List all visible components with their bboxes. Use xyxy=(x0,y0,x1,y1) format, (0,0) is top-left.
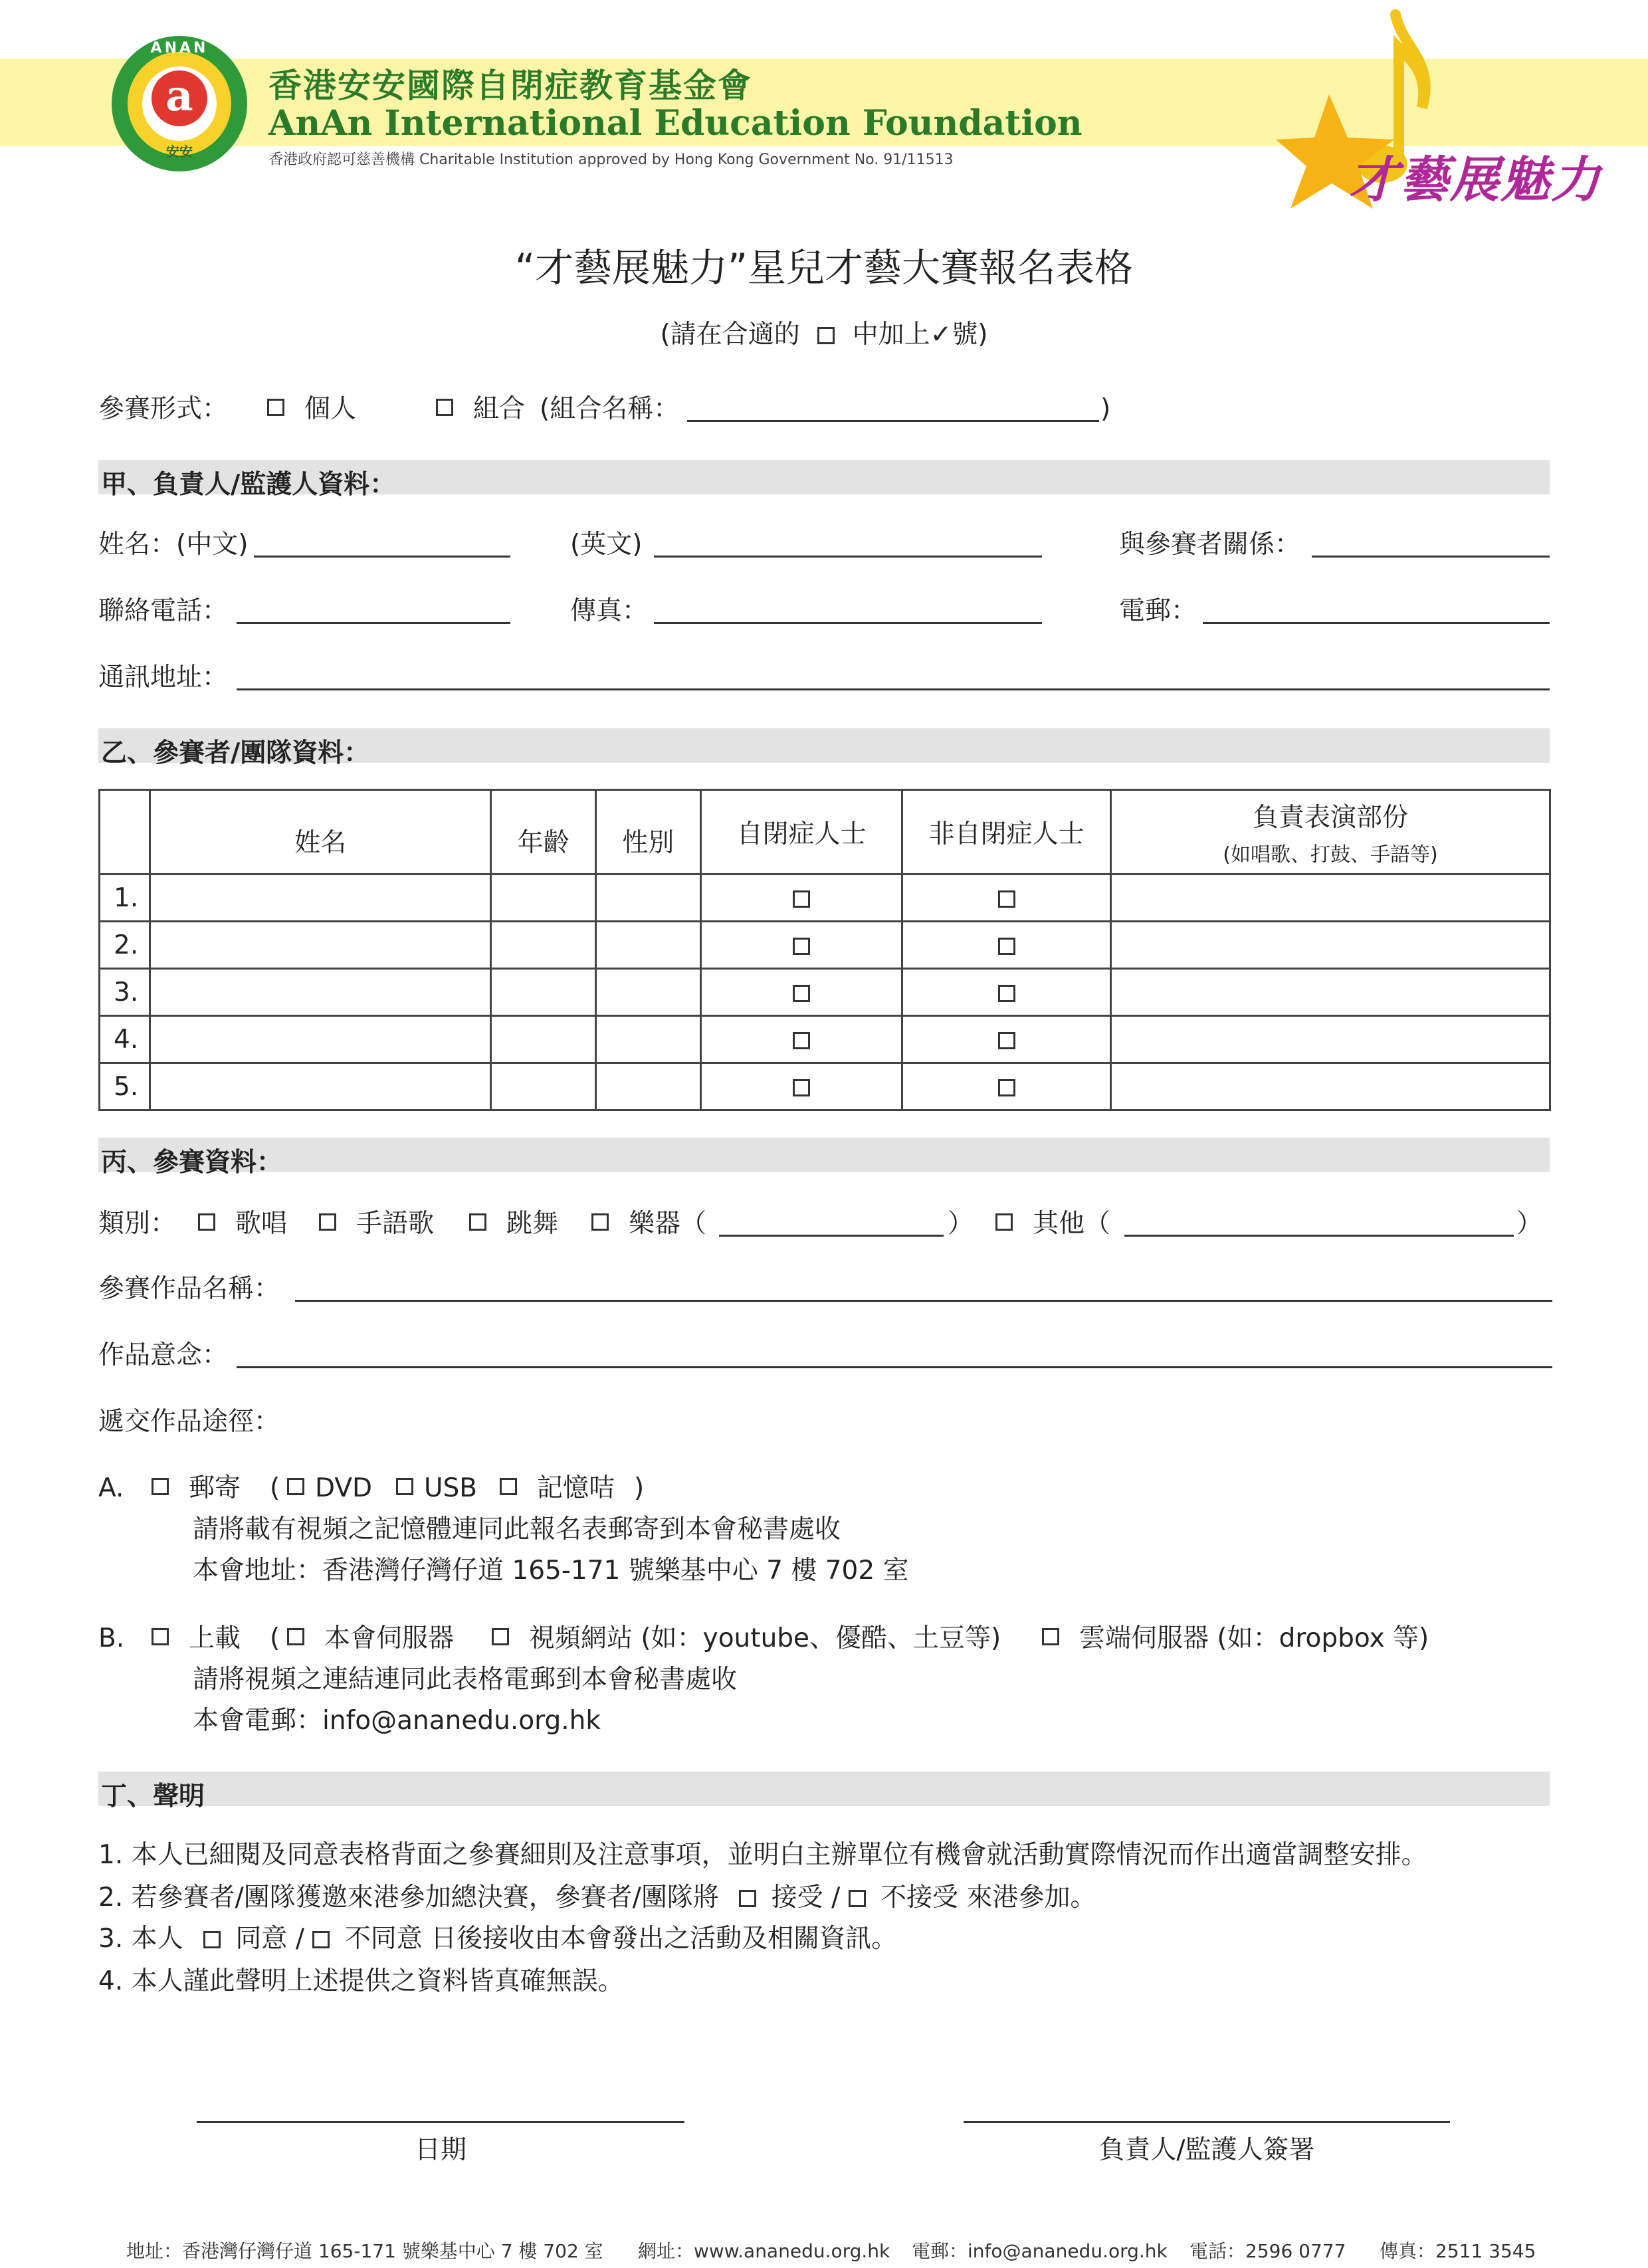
autism-checkbox[interactable] xyxy=(793,890,810,908)
autism-cell xyxy=(700,969,902,1016)
cloud-server-label: 雲端伺服器 (如：dropbox 等) xyxy=(1079,1623,1429,1653)
age-cell[interactable] xyxy=(491,922,596,969)
declaration-item-3: 3. 本人 同意 / 不同意 日後接收由本會發出之活動及相關資訊。 xyxy=(98,1924,898,1954)
dvd-label: DVD xyxy=(315,1473,373,1503)
footer-website[interactable]: 網址：www.ananedu.org.hk xyxy=(638,2240,890,2262)
dance-checkbox[interactable] xyxy=(469,1213,486,1231)
section-a-header: 甲、負責人/監護人資料： xyxy=(98,460,1550,494)
autism-cell xyxy=(700,1016,902,1063)
footer-fax: 傳真：2511 3545 xyxy=(1380,2240,1536,2262)
role-cell[interactable] xyxy=(1110,875,1550,922)
option-a-line2: 本會地址：香港灣仔灣仔道 165-171 號樂基中心 7 樓 702 室 xyxy=(193,1556,909,1586)
anan-logo xyxy=(112,36,247,171)
option-b-line1: 請將視頻之連結連同此表格電郵到本會秘書處收 xyxy=(193,1665,738,1695)
table-row xyxy=(100,969,1550,1016)
fax-field[interactable] xyxy=(654,622,1042,624)
table-header-non-autism: 非自閉症人士 xyxy=(902,790,1111,875)
option-b-letter: B. xyxy=(98,1623,125,1653)
autism-cell xyxy=(700,922,902,969)
gender-cell[interactable] xyxy=(596,1063,701,1110)
table-header-role-note: (如唱歌、打鼓、手語等) xyxy=(1223,843,1438,867)
address-field[interactable] xyxy=(237,688,1550,690)
mail-checkbox[interactable] xyxy=(152,1478,169,1495)
cloud-server-checkbox[interactable] xyxy=(1042,1628,1059,1645)
autism-cell xyxy=(700,1063,902,1110)
section-c-header: 丙、參賽資料： xyxy=(98,1138,1550,1172)
instrument-field[interactable] xyxy=(719,1235,944,1237)
category-label: 類別： xyxy=(98,1209,177,1239)
group-name-close: ) xyxy=(1100,394,1111,424)
section-d-header: 丁、聲明 xyxy=(98,1772,1550,1806)
upload-checkbox[interactable] xyxy=(152,1628,169,1645)
table-row xyxy=(100,1016,1550,1063)
non-autism-cell xyxy=(902,875,1111,922)
usb-checkbox[interactable] xyxy=(396,1478,413,1495)
memory-card-label: 記憶咭 xyxy=(537,1473,615,1503)
form-instruction: (請在合適的 中加上✓號) xyxy=(660,320,988,350)
group-label: 組合 xyxy=(473,394,526,424)
table-header-name: 姓名 xyxy=(150,790,490,875)
name-cell[interactable] xyxy=(150,875,490,922)
mode-label: 參賽形式： xyxy=(98,394,229,424)
footer-email[interactable]: 電郵：info@ananedu.org.hk xyxy=(912,2240,1168,2262)
role-cell[interactable] xyxy=(1110,1016,1550,1063)
fax-label: 傳真： xyxy=(570,596,649,626)
accept-checkbox[interactable] xyxy=(739,1890,756,1907)
age-cell[interactable] xyxy=(491,875,596,922)
group-name-field[interactable] xyxy=(687,420,1099,422)
concept-field[interactable] xyxy=(237,1366,1552,1368)
concept-label: 作品意念： xyxy=(98,1340,229,1370)
role-cell[interactable] xyxy=(1110,1063,1550,1110)
declaration-item-1: 1. 本人已細閱及同意表格背面之參賽細則及注意事項，並明白主辦單位有機會就活動實際情況而作出適當調整安排。 xyxy=(98,1840,1427,1870)
table-row xyxy=(100,922,1550,969)
name-cn-label: 姓名：(中文) xyxy=(98,530,249,560)
singing-checkbox[interactable] xyxy=(198,1213,215,1231)
age-cell[interactable] xyxy=(491,969,596,1016)
gender-cell[interactable] xyxy=(596,922,701,969)
signature-label: 負責人/監護人簽署 xyxy=(1098,2135,1315,2165)
non-autism-cell xyxy=(902,969,1111,1016)
name-cn-field[interactable] xyxy=(254,556,510,558)
work-name-field[interactable] xyxy=(295,1300,1552,1302)
table-header-autism: 自閉症人士 xyxy=(700,790,902,875)
individual-label: 個人 xyxy=(304,394,357,424)
org-name-en: AnAn International Education Foundation xyxy=(268,103,1082,144)
declaration-item-2: 2. 若參賽者/團隊獲邀來港參加總決賽，參賽者/團隊將 接受 / 不接受 來港參加。 xyxy=(98,1883,1096,1912)
usb-label: USB xyxy=(424,1473,478,1503)
agree-checkbox[interactable] xyxy=(203,1931,221,1948)
age-cell[interactable] xyxy=(491,1063,596,1110)
work-name-label: 參賽作品名稱： xyxy=(98,1274,280,1304)
individual-checkbox[interactable] xyxy=(267,399,284,416)
table-row xyxy=(100,1063,1550,1110)
instrument-close: ） xyxy=(948,1209,974,1239)
row-number: 5. xyxy=(100,1063,150,1110)
non-autism-checkbox[interactable] xyxy=(998,985,1015,1002)
participant-table xyxy=(98,789,1551,1111)
option-a-letter: A. xyxy=(98,1473,124,1503)
name-en-label: (英文) xyxy=(570,530,643,560)
logo-text-top: ANAN xyxy=(150,40,209,56)
gender-cell[interactable] xyxy=(596,875,701,922)
non-autism-cell xyxy=(902,1063,1111,1110)
upload-label: 上載 xyxy=(189,1623,241,1653)
charity-note: 香港政府認可慈善機構 Charitable Institution approved by Hong Kong Government No. 91/11513 xyxy=(268,152,954,168)
video-site-label: 視頻網站 (如：youtube、優酷、土豆等) xyxy=(529,1623,1001,1653)
form-title: “才藝展魅力”星兒才藝大賽報名表格 xyxy=(514,245,1134,290)
name-cell[interactable] xyxy=(150,1016,490,1063)
name-cell[interactable] xyxy=(150,1063,490,1110)
name-cell[interactable] xyxy=(150,922,490,969)
other-checkbox[interactable] xyxy=(995,1213,1013,1231)
signature-field[interactable] xyxy=(964,2121,1450,2123)
non-autism-checkbox[interactable] xyxy=(998,938,1015,955)
option-a-line1: 請將載有視頻之記憶體連同此報名表郵寄到本會秘書處收 xyxy=(193,1514,841,1544)
group-checkbox[interactable] xyxy=(436,399,453,416)
phone-field[interactable] xyxy=(237,622,510,624)
sample-checkbox xyxy=(817,327,835,344)
own-server-checkbox[interactable] xyxy=(287,1628,304,1645)
other-field[interactable] xyxy=(1124,1235,1514,1237)
group-name-label: (組合名稱： xyxy=(540,394,680,424)
date-field[interactable] xyxy=(197,2121,684,2123)
email-label: 電郵： xyxy=(1119,596,1197,626)
name-en-field[interactable] xyxy=(654,556,1042,558)
campaign-logo xyxy=(1269,8,1601,227)
autism-checkbox[interactable] xyxy=(793,938,810,955)
option-b-open: ( xyxy=(270,1623,280,1653)
memory-card-checkbox[interactable] xyxy=(500,1478,517,1495)
instrument-label: 樂器（ xyxy=(629,1209,707,1239)
mail-label: 郵寄 xyxy=(189,1473,241,1503)
footer-phone: 電話：2596 0777 xyxy=(1189,2240,1346,2262)
role-cell[interactable] xyxy=(1110,969,1550,1016)
sign-song-checkbox[interactable] xyxy=(319,1213,336,1231)
option-b-line2: 本會電郵：info@ananedu.org.hk xyxy=(193,1706,601,1736)
non-autism-checkbox[interactable] xyxy=(998,890,1015,908)
logo-letter: a xyxy=(152,70,207,126)
non-autism-cell xyxy=(902,922,1111,969)
non-autism-cell xyxy=(902,1016,1111,1063)
gender-cell[interactable] xyxy=(596,1016,701,1063)
phone-label: 聯絡電話： xyxy=(98,596,229,626)
row-number: 4. xyxy=(100,1016,150,1063)
email-field[interactable] xyxy=(1203,622,1550,624)
address-label: 通訊地址： xyxy=(98,663,229,692)
table-header-role: 負責表演部份 (如唱歌、打鼓、手語等) xyxy=(1110,790,1550,875)
option-a-open: ( xyxy=(270,1473,280,1503)
date-label: 日期 xyxy=(414,2135,466,2165)
reject-checkbox[interactable] xyxy=(849,1890,866,1907)
non-autism-checkbox[interactable] xyxy=(998,1032,1015,1049)
sign-song-label: 手語歌 xyxy=(356,1209,435,1239)
autism-cell xyxy=(700,875,902,922)
dvd-checkbox[interactable] xyxy=(287,1478,304,1495)
declaration-item-4: 4. 本人謹此聲明上述提供之資料皆真確無誤。 xyxy=(98,1966,624,1996)
disagree-checkbox[interactable] xyxy=(312,1931,330,1948)
dance-label: 跳舞 xyxy=(506,1209,559,1239)
table-header-age: 年齡 xyxy=(491,790,596,875)
table-header-row xyxy=(100,790,1550,875)
autism-checkbox[interactable] xyxy=(793,1079,810,1096)
singing-label: 歌唱 xyxy=(235,1209,288,1239)
footer-address: 地址：香港灣仔灣仔道 165-171 號樂基中心 7 樓 702 室 xyxy=(126,2240,603,2262)
autism-checkbox[interactable] xyxy=(793,985,810,1002)
row-number: 2. xyxy=(100,922,150,969)
own-server-label: 本會伺服器 xyxy=(324,1623,455,1653)
table-row xyxy=(100,875,1550,922)
row-number: 3. xyxy=(100,969,150,1016)
autism-checkbox[interactable] xyxy=(793,1032,810,1049)
table-header-gender: 性別 xyxy=(596,790,701,875)
campaign-logo-text: 才藝展魅力 xyxy=(1349,152,1601,209)
instrument-checkbox[interactable] xyxy=(591,1213,609,1231)
relation-label: 與參賽者關係： xyxy=(1119,530,1301,560)
non-autism-checkbox[interactable] xyxy=(998,1079,1015,1096)
relation-field[interactable] xyxy=(1312,556,1550,558)
section-b-header: 乙、參賽者/團隊資料： xyxy=(98,728,1550,763)
age-cell[interactable] xyxy=(491,1016,596,1063)
submit-method-label: 遞交作品途徑： xyxy=(98,1407,280,1437)
table-header-index xyxy=(100,790,150,875)
other-label: 其他（ xyxy=(1033,1209,1111,1239)
logo-text-bottom: 安安 xyxy=(166,144,193,159)
name-cell[interactable] xyxy=(150,969,490,1016)
option-a-close: ) xyxy=(634,1473,645,1503)
gender-cell[interactable] xyxy=(596,969,701,1016)
org-name-cn: 香港安安國際自閉症教育基金會 xyxy=(268,66,752,105)
other-close: ） xyxy=(1516,1209,1543,1239)
role-cell[interactable] xyxy=(1110,922,1550,969)
row-number: 1. xyxy=(100,875,150,922)
video-site-checkbox[interactable] xyxy=(492,1628,509,1645)
